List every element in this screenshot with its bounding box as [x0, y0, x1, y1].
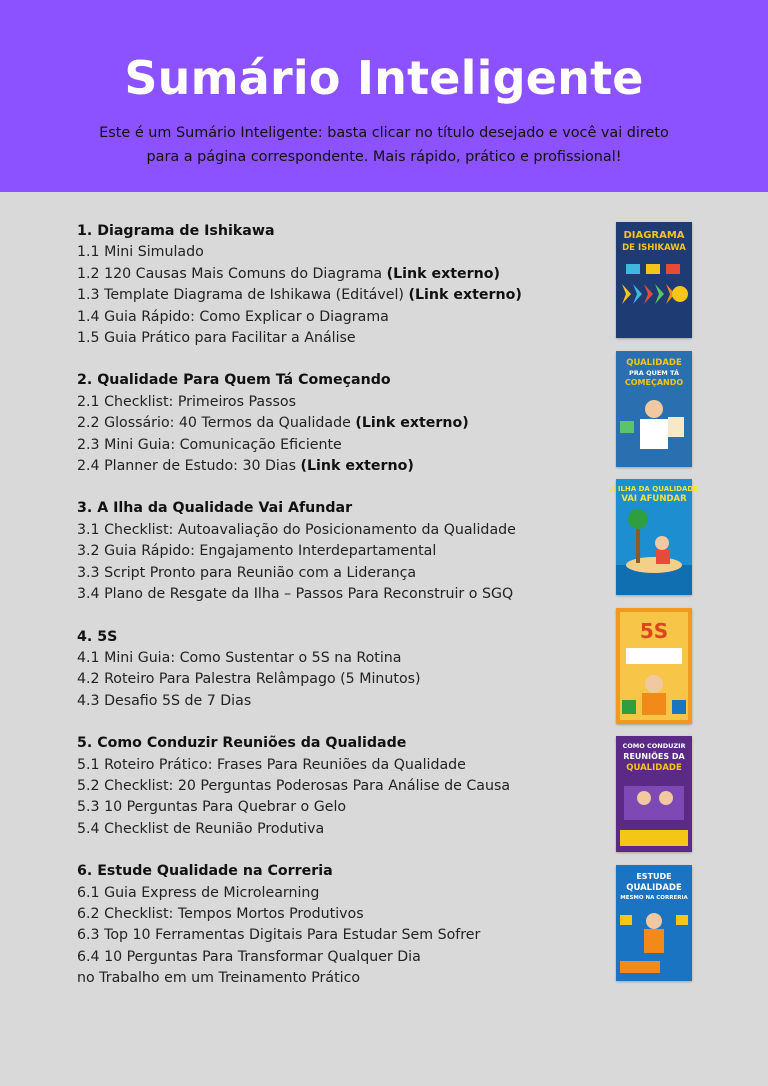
- toc-item-link[interactable]: [77, 691, 597, 712]
- toc-item-label: 4.3 Desafio 5S de 7 Dias: [77, 692, 252, 709]
- toc-section-4: [77, 627, 597, 713]
- section-title-link[interactable]: 3. A Ilha da Qualidade Vai Afundar: [77, 500, 353, 517]
- cover-title-line: REUNIÕES DA: [623, 752, 685, 761]
- cover-title-line: 5S: [639, 618, 669, 643]
- toc-item-label: 2.4 Planner de Estudo: 30 Dias: [77, 458, 301, 475]
- book-cover-3[interactable]: [609, 479, 699, 595]
- toc-item-label: 1.5 Guia Prático para Facilitar a Análise: [77, 330, 356, 347]
- toc-item-label: 5.1 Roteiro Prático: Frases Para Reuniões da Qualidade: [77, 756, 466, 773]
- toc-item-label: no Trabalho em um Treinamento Prático: [77, 970, 361, 987]
- cover-illustration: [616, 351, 692, 467]
- toc-item-label: 4.2 Roteiro Para Palestra Relâmpago (5 Minutos): [77, 671, 421, 688]
- book-icon: [676, 915, 688, 925]
- subtitle-band: [626, 648, 682, 664]
- cover-title-line: DIAGRAMA: [623, 230, 685, 241]
- toc-item-label: 2.2 Glossário: 40 Termos da Qualidade: [77, 415, 356, 432]
- external-link-tag: (Link externo): [300, 458, 414, 475]
- subtitle-line-2: para a página correspondente. Mais rápido, prático e profissional!: [146, 149, 622, 165]
- toc-item-link[interactable]: [77, 947, 597, 968]
- toc-item-label: 3.2 Guia Rápido: Engajamento Interdepartamental: [77, 543, 437, 560]
- cover-title-line: QUALIDADE: [626, 882, 682, 893]
- island-icon: [626, 557, 682, 573]
- toc-item-link[interactable]: [77, 264, 597, 285]
- tagline-band: [620, 961, 660, 973]
- toc-item-label: 2.3 Mini Guia: Comunicação Eficiente: [77, 436, 342, 453]
- toc-item-link[interactable]: [77, 456, 597, 477]
- toc-item-link[interactable]: [77, 904, 597, 925]
- person-body-icon: [644, 929, 664, 953]
- toc-item-label: 1.2 120 Causas Mais Comuns do Diagrama: [77, 265, 387, 282]
- toc-item-label: 6.4 10 Perguntas Para Transformar Qualquer Dia: [77, 948, 421, 965]
- toc-item-link[interactable]: [77, 328, 597, 349]
- chart-icon: [666, 264, 680, 274]
- cover-title-line: VAI AFUNDAR: [621, 494, 687, 504]
- cover-title-line: COMO CONDUZIR: [622, 742, 686, 750]
- cover-title-line: PRA QUEM TÁ: [629, 368, 679, 377]
- toc-item-label: 4.1 Mini Guia: Como Sustentar o 5S na Rotina: [77, 649, 402, 666]
- external-link-tag: (Link externo): [355, 415, 469, 432]
- toc-item-label: 3.3 Script Pronto para Reunião com a Liderança: [77, 564, 417, 581]
- toc-item-link[interactable]: [77, 520, 597, 541]
- cover-illustration: [616, 608, 692, 724]
- cover-title-line: QUALIDADE: [626, 763, 682, 773]
- toc-item-link[interactable]: [77, 797, 597, 818]
- cover-title-line: DE ISHIKAWA: [622, 243, 686, 253]
- toc-item-link[interactable]: [77, 242, 597, 263]
- section-title-link[interactable]: 2. Qualidade Para Quem Tá Começando: [77, 372, 391, 389]
- person-head-icon: [646, 913, 662, 929]
- person-head-icon: [655, 536, 669, 550]
- toc-item-link[interactable]: [77, 968, 597, 989]
- toc-item-label: 1.3 Template Diagrama de Ishikawa (Editável): [77, 287, 409, 304]
- cover-illustration: [609, 479, 699, 595]
- checklist-icon: [620, 421, 634, 433]
- toc-section-3: [77, 498, 597, 605]
- cover-title-line: A ILHA DA QUALIDADE: [609, 485, 699, 493]
- toc-item-link[interactable]: [77, 307, 597, 328]
- toc-item-link[interactable]: [77, 925, 597, 946]
- toc-item-label: 6.3 Top 10 Ferramentas Digitais Para Estudar Sem Sofrer: [77, 927, 481, 944]
- book-cover-4[interactable]: [616, 608, 692, 724]
- toc-item-label: 5.4 Checklist de Reunião Produtiva: [77, 820, 325, 837]
- table-of-contents: [77, 221, 597, 1011]
- palm-leaves-icon: [628, 509, 648, 529]
- fish-head-icon: [672, 286, 688, 302]
- cover-illustration: [616, 736, 692, 852]
- toc-section-1: [77, 221, 597, 349]
- toc-item-label: 5.3 10 Perguntas Para Quebrar o Gelo: [77, 799, 347, 816]
- toc-item-label: 1.1 Mini Simulado: [77, 244, 204, 261]
- cover-illustration: [616, 222, 692, 338]
- toc-item-link[interactable]: [77, 563, 597, 584]
- toc-item-link[interactable]: [77, 819, 597, 840]
- person-head-icon: [637, 791, 651, 805]
- person-head-icon: [645, 675, 663, 693]
- toc-section-6: [77, 861, 597, 989]
- section-title-link[interactable]: 6. Estude Qualidade na Correria: [77, 863, 333, 880]
- toc-item-link[interactable]: [77, 755, 597, 776]
- external-link-tag: (Link externo): [386, 265, 500, 282]
- toc-item-link[interactable]: [77, 392, 597, 413]
- book-cover-2[interactable]: [616, 351, 692, 467]
- page-subtitle: [70, 121, 698, 169]
- box-icon: [622, 700, 636, 714]
- toc-item-label: 3.1 Checklist: Autoavaliação do Posicionamento da Qualidade: [77, 521, 516, 538]
- person-head-icon: [645, 400, 663, 418]
- toc-item-link[interactable]: [77, 669, 597, 690]
- toc-item-label: 5.2 Checklist: 20 Perguntas Poderosas Para Análise de Causa: [77, 777, 511, 794]
- section-title-link[interactable]: 5. Como Conduzir Reuniões da Qualidade: [77, 735, 407, 752]
- toc-item-link[interactable]: [77, 648, 597, 669]
- meeting-scene-icon: [624, 786, 684, 820]
- toc-item-link[interactable]: [77, 776, 597, 797]
- subtitle-line-1: Este é um Sumário Inteligente: basta clicar no título desejado e você vai direto: [99, 125, 669, 141]
- toc-item-label: 6.2 Checklist: Tempos Mortos Produtivos: [77, 905, 364, 922]
- external-link-tag: (Link externo): [408, 287, 522, 304]
- chart-icon: [646, 264, 660, 274]
- subtitle-band: [620, 830, 688, 846]
- cover-title-line: QUALIDADE: [626, 357, 682, 368]
- toc-item-link[interactable]: [77, 285, 597, 306]
- cover-title-line: MESMO NA CORRERIA: [620, 894, 688, 901]
- toc-item-label: 2.1 Checklist: Primeiros Passos: [77, 393, 296, 410]
- person-body-icon: [640, 419, 668, 449]
- section-title-link[interactable]: 1. Diagrama de Ishikawa: [77, 223, 275, 239]
- book-cover-5[interactable]: [616, 736, 692, 852]
- header-banner: [0, 0, 768, 192]
- box-icon: [672, 700, 686, 714]
- person-body-icon: [656, 550, 670, 564]
- cover-title-line: COMEÇANDO: [624, 377, 684, 387]
- book-cover-6[interactable]: [616, 865, 692, 981]
- book-cover-1[interactable]: [616, 222, 692, 338]
- toc-section-2: [77, 370, 597, 477]
- toc-item-link[interactable]: [77, 883, 597, 904]
- cover-column: [609, 222, 699, 993]
- cover-title-line: ESTUDE: [636, 871, 672, 881]
- page-title: Sumário Inteligente: [124, 51, 644, 105]
- toc-item-label: 3.4 Plano de Resgate da Ilha – Passos Para Reconstruir o SGQ: [77, 586, 514, 603]
- clipboard-icon: [668, 417, 684, 437]
- toc-item-link[interactable]: [77, 541, 597, 562]
- toc-item-label: 6.1 Guia Express de Microlearning: [77, 884, 320, 901]
- section-title-link[interactable]: 4. 5S: [77, 628, 118, 645]
- toc-item-link[interactable]: [77, 413, 597, 434]
- toc-item-label: 1.4 Guia Rápido: Como Explicar o Diagrama: [77, 308, 389, 325]
- toc-item-link[interactable]: [77, 435, 597, 456]
- person-head-icon: [659, 791, 673, 805]
- person-body-icon: [642, 693, 666, 715]
- clock-icon: [620, 915, 632, 925]
- chart-icon: [626, 264, 640, 274]
- toc-section-5: [77, 733, 597, 840]
- toc-item-link[interactable]: [77, 584, 597, 605]
- cover-illustration: [616, 865, 692, 981]
